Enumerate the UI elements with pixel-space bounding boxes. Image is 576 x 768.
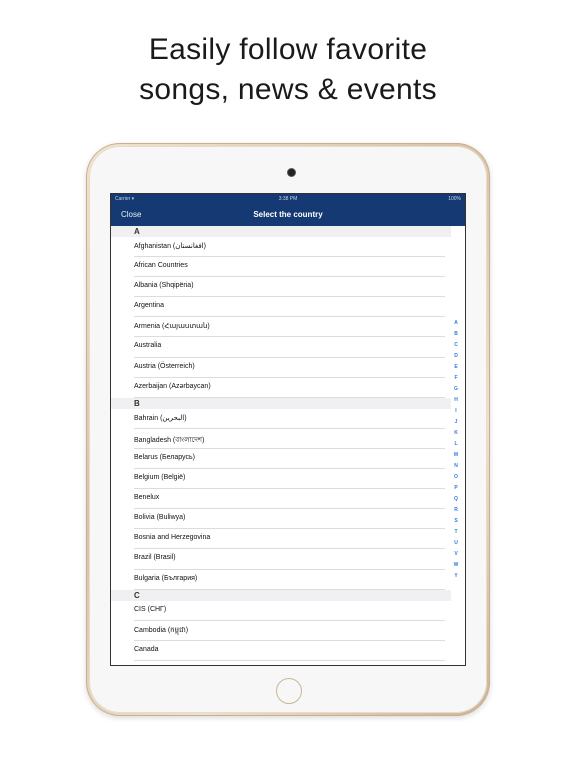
country-name: Belarus (Беларусь): [134, 453, 195, 461]
country-name: Benelux: [134, 494, 160, 502]
country-name: Albania (Shqipëria): [134, 282, 194, 290]
country-name: Cambodia (កម្ពុជា): [134, 626, 189, 634]
index-letter-d[interactable]: D: [454, 353, 458, 359]
index-letter-b[interactable]: B: [454, 331, 458, 337]
section-header-a: A: [111, 226, 451, 237]
country-name: Australia: [134, 342, 162, 350]
country-row[interactable]: [111, 469, 451, 489]
country-row[interactable]: [111, 509, 451, 529]
index-letter-r[interactable]: R: [454, 507, 458, 513]
headline-line-2: songs, news & events: [139, 73, 437, 106]
country-name: African Countries: [134, 262, 188, 270]
country-row[interactable]: [111, 317, 451, 337]
country-name: Canada: [134, 645, 159, 653]
country-name: Armenia (Հայաստան): [134, 323, 210, 331]
country-row[interactable]: [111, 601, 451, 621]
country-row[interactable]: [111, 378, 451, 398]
country-name: Bahrain (البحرين): [134, 414, 187, 422]
country-row[interactable]: [111, 529, 451, 549]
index-letter-p[interactable]: P: [454, 485, 458, 491]
country-row[interactable]: [111, 277, 451, 297]
index-letter-y[interactable]: Y: [454, 573, 458, 579]
index-letter-o[interactable]: O: [454, 474, 458, 480]
country-name: Belgium (België): [134, 474, 186, 482]
country-name: Bangladesh (বাংলাদেশ): [134, 436, 205, 444]
headline-line-1: Easily follow favorite: [148, 33, 428, 66]
index-letter-s[interactable]: S: [454, 518, 458, 524]
country-row[interactable]: [111, 409, 451, 429]
country-row[interactable]: [111, 641, 451, 661]
camera-icon: [288, 169, 295, 176]
index-letter-v[interactable]: V: [454, 551, 458, 557]
headline: [0, 30, 576, 110]
country-list: [111, 226, 451, 661]
status-bar: [111, 194, 465, 205]
row-divider: [134, 660, 445, 661]
country-name: Azerbaijan (Azərbaycan): [134, 382, 211, 390]
row-divider: [134, 589, 445, 590]
close-button[interactable]: Close: [121, 210, 142, 219]
country-row[interactable]: [111, 429, 451, 449]
index-letter-j[interactable]: J: [454, 419, 458, 425]
index-letter-w[interactable]: W: [453, 562, 459, 568]
navigation-bar: [111, 205, 465, 226]
country-row[interactable]: [111, 257, 451, 277]
device-screen: [110, 193, 466, 666]
index-letter-m[interactable]: M: [453, 452, 459, 458]
country-row[interactable]: [111, 549, 451, 569]
index-letter-e[interactable]: E: [454, 364, 458, 370]
country-name: CIS (СНГ): [134, 605, 167, 613]
country-name: Bolivia (Buliwya): [134, 514, 186, 522]
index-letter-l[interactable]: L: [454, 441, 458, 447]
index-letter-q[interactable]: Q: [454, 496, 458, 502]
country-row[interactable]: [111, 449, 451, 469]
country-row[interactable]: [111, 570, 451, 590]
country-name: Argentina: [134, 302, 164, 310]
index-letter-a[interactable]: A: [454, 320, 458, 326]
country-row[interactable]: [111, 337, 451, 357]
section-header-c: C: [111, 590, 451, 601]
index-letter-k[interactable]: K: [454, 430, 458, 436]
country-name: Afghanistan (افغانستان): [134, 243, 206, 250]
index-letter-c[interactable]: C: [454, 342, 458, 348]
nav-title: Select the country: [253, 210, 323, 219]
index-letter-u[interactable]: U: [454, 540, 458, 546]
index-letter-f[interactable]: F: [454, 375, 458, 381]
status-carrier: Carrier ▾: [115, 196, 135, 202]
index-letter-g[interactable]: G: [454, 386, 458, 392]
section-header-b: B: [111, 398, 451, 409]
index-letter-i[interactable]: I: [455, 408, 457, 414]
section-index[interactable]: [452, 318, 460, 582]
status-time: 3:38 PM: [278, 196, 298, 202]
country-name: Brazil (Brasil): [134, 554, 176, 562]
country-row[interactable]: [111, 297, 451, 317]
status-battery: 100%: [448, 196, 461, 202]
country-row[interactable]: [111, 489, 451, 509]
country-row[interactable]: [111, 237, 451, 257]
country-name: Bulgaria (България): [134, 574, 198, 582]
index-letter-t[interactable]: T: [454, 529, 458, 535]
country-name: Austria (Österreich): [134, 362, 195, 370]
index-letter-h[interactable]: H: [454, 397, 458, 403]
country-row[interactable]: [111, 621, 451, 641]
index-letter-n[interactable]: N: [454, 463, 458, 469]
row-divider: [134, 397, 445, 398]
country-name: Bosnia and Herzegovina: [134, 534, 211, 542]
country-row[interactable]: [111, 358, 451, 378]
home-button[interactable]: [276, 678, 302, 704]
